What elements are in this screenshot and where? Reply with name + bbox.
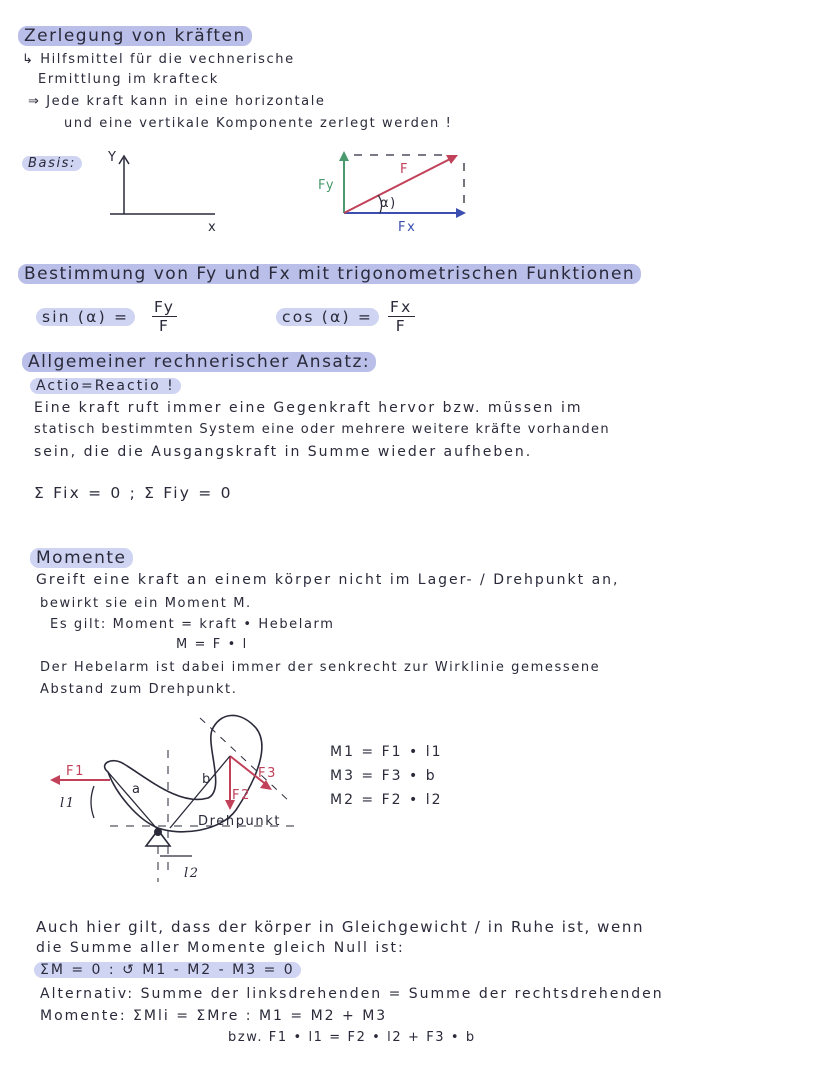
cos-denominator: F: [395, 317, 407, 335]
basis-label: Basis:: [22, 156, 82, 171]
section4-p6: Abstand zum Drehpunkt.: [40, 682, 238, 697]
f-arrow: [344, 157, 454, 213]
section4-p5: Der Hebelarm ist dabei immer der senkrecht zur Wirklinie gemessene: [40, 660, 601, 675]
moment-body-diagram: [40, 706, 320, 886]
label-f: F: [400, 162, 410, 177]
section5-p2: die Summe aller Momente gleich Null ist:: [36, 940, 405, 956]
cos-equation-left: cos (α) =: [276, 308, 379, 326]
section3-subtitle: Actio=Reactio !: [30, 378, 181, 394]
sin-denominator: F: [158, 317, 171, 335]
moment-eq2: M3 = F3 • b: [330, 768, 437, 784]
sin-numerator: Fy: [154, 298, 176, 316]
axis-x-label: x: [208, 220, 218, 235]
section2-title: Bestimmung von Fy und Fx mit trigonometrischen Funktionen: [18, 264, 641, 284]
label-l2: l2: [184, 866, 200, 881]
label-b: b: [202, 772, 212, 787]
label-f1: F1: [66, 764, 85, 779]
section1-line2: Ermittlung im krafteck: [38, 72, 219, 87]
section4-p1: Greift eine kraft an einem körper nicht im Lager- / Drehpunkt an,: [36, 572, 620, 588]
section4-p4: M = F • l: [176, 637, 248, 652]
cos-fraction: [388, 298, 415, 335]
cos-numerator: Fx: [390, 298, 413, 316]
section1-line3: ⇒ Jede kraft kann in eine horizontale: [28, 94, 326, 109]
label-l1: l1: [60, 796, 76, 811]
label-pivot: Drehpunkt: [198, 814, 282, 829]
label-fy: Fy: [318, 178, 336, 193]
section1-line4: und eine vertikale Komponente zerlegt werden !: [64, 116, 453, 131]
axis-y-label: Y: [108, 150, 118, 165]
label-fx: Fx: [398, 220, 417, 235]
section3-p2: statisch bestimmten System eine oder mehrere weitere kräfte vorhanden: [34, 422, 611, 437]
section5-p1: Auch hier gilt, dass der körper in Gleichgewicht / in Ruhe ist, wenn: [36, 918, 645, 936]
sin-equation-left: sin (α) =: [36, 308, 135, 326]
section4-title: Momente: [30, 548, 133, 568]
section4-p3: Es gilt: Moment = kraft • Hebelarm: [50, 617, 335, 632]
section3-p1: Eine kraft ruft immer eine Gegenkraft hervor bzw. müssen im: [34, 400, 583, 416]
section1-title: Zerlegung von kräften: [18, 26, 252, 46]
section3-p3: sein, die die Ausgangskraft in Summe wieder aufheben.: [34, 444, 533, 460]
sin-fraction: [152, 298, 177, 335]
moment-eq3: M2 = F2 • l2: [330, 792, 443, 808]
section4-p2: bewirkt sie ein Moment M.: [40, 596, 252, 611]
label-f2: F2: [232, 788, 251, 803]
section1-line1: ↳ Hilfsmittel für die vechnerische: [22, 52, 295, 67]
section5-p4: Alternativ: Summe der linksdrehenden = Summe der rechtsdrehenden: [40, 986, 664, 1002]
section5-p6: bzw. F1 • l1 = F2 • l2 + F3 • b: [228, 1030, 476, 1045]
section5-p3: ΣM = 0 : ↺ M1 - M2 - M3 = 0: [34, 962, 301, 978]
label-a: a: [132, 782, 142, 797]
moment-eq1: M1 = F1 • l1: [330, 744, 443, 760]
section3-title: Allgemeiner rechnerischer Ansatz:: [22, 352, 376, 372]
section5-p5: Momente: ΣMli = ΣMre : M1 = M2 + M3: [40, 1008, 388, 1024]
label-alpha: α): [380, 196, 397, 211]
label-f3: F3: [258, 766, 277, 781]
sum-equations: Σ Fix = 0 ; Σ Fiy = 0: [34, 484, 233, 502]
